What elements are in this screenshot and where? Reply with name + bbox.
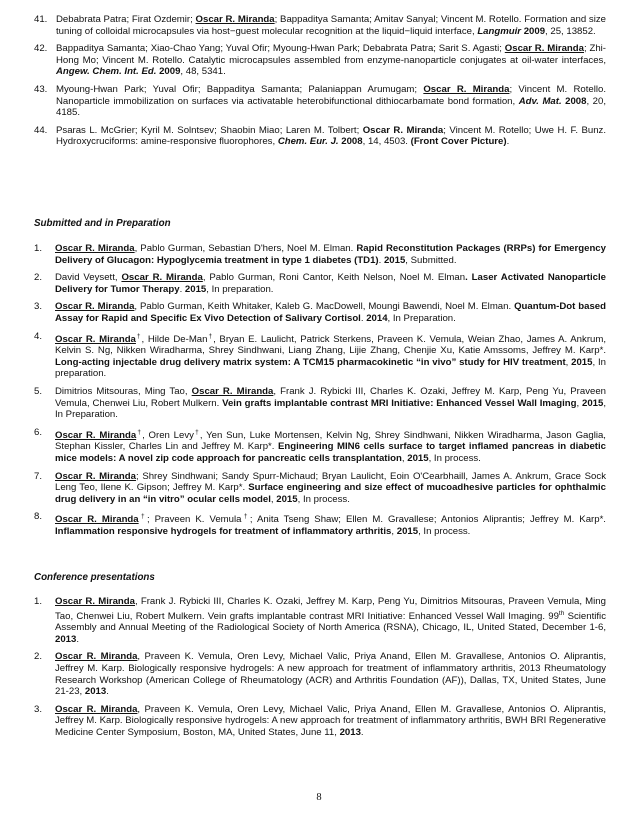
- page-number: 8: [316, 792, 322, 803]
- list-item: 3. Oscar R. Miranda, Pablo Gurman, Keith Whitaker, Kaleb G. MacDowell, Moungi Bawendi, Noel M. Elman. Quantum-Dot based Assay for Rapid and Specific Ex Vivo Detection of Salivary Cortisol. 2014, In Preparation.: [34, 301, 606, 324]
- list-item: 7. Oscar R. Miranda; Shrey Sindhwani; Sandy Spurr-Michaud; Bryan Laulicht, Eoin O'Cearbhaill, James A. Ankrum, Grace Sock Leng Teo, Ilene K. Gipson; Jeffrey M. Karp*. Surface engineering and size effect of mucoadhesive particles for ophthalmic drug delivery in an “in vitro” ocular cells model, 2015, In process.: [34, 470, 606, 505]
- conference-list: [34, 596, 606, 739]
- list-item: 8. Oscar R. Miranda†; Praveen K. Vemula†; Anita Tseng Shaw; Ellen M. Gravallese; Antonios Aliprantis; Jeffrey M. Karp*. Inflammation responsive hydrogels for treatment of inflammatory arthritis, 2015, In process.: [34, 511, 606, 537]
- section-heading-conference: Conference presentations: [34, 572, 155, 583]
- section-heading-submitted: Submitted and in Preparation: [34, 218, 171, 229]
- list-item: 1. Oscar R. Miranda, Frank J. Rybicki III, Charles K. Ozaki, Jeffrey M. Karp, Peng Yu, Dimitrios Mitsouras, Praveen Vemula, Ming Tao, Chenwei Liu, Robert Mulkern. Vein grafts implantable contrast MRI Initiative: Enhanced Vessel Wall Imaging. 99th Scientific Assembly and Annual Meeting of the Radiological Society of North America (RSNA), Chicago, IL, United Stated, December 1-6, 2013.: [34, 596, 606, 645]
- submitted-list: [34, 243, 606, 537]
- list-item: 43. Myoung-Hwan Park; Yuval Ofir; Bappaditya Samanta; Palaniappan Arumugam; Oscar R. Miranda; Vincent M. Rotello. Nanoparticle immobilization on surfaces via activatable heterobifunctional dithiocarbamate bond formation, Adv. Mat. 2008, 20, 4185.: [34, 83, 606, 119]
- publication-list: [34, 14, 606, 148]
- list-item: 5. Dimitrios Mitsouras, Ming Tao, Oscar R. Miranda, Frank J. Rybicki III, Charles K. Ozaki, Jeffrey M. Karp, Peng Yu, Praveen Vemula, Chenwei Liu, Robert Mulkern. Vein grafts implantable contrast MRI Initiative: Enhanced Vessel Wall Imaging, 2015, In Preparation.: [34, 385, 607, 421]
- list-item: 1. Oscar R. Miranda, Pablo Gurman, Sebastian D'hers, Noel M. Elman. Rapid Reconstitution Packages (RRPs) for Emergency Delivery of Glucagon: Hypoglycemia treatment in type 1 diabetes (TD1). 2015, Submitted.: [34, 243, 606, 266]
- list-item: 44. Psaras L. McGrier; Kyril M. Solntsev; Shaobin Miao; Laren M. Tolbert; Oscar R. Miranda; Vincent M. Rotello; Uwe H. F. Bunz. Hydroxycruciforms: amine-responsive fluorophores, Chem. Eur. J. 2008, 14, 4503. (Front Cover Picture).: [34, 124, 606, 148]
- list-item: 6. Oscar R. Miranda†, Oren Levy†, Yen Sun, Luke Mortensen, Kelvin Ng, Shrey Sindhwani, Nikken Wiradharma, Jason Gaglia, Stephan Kissler, Charles Lin and Jeffrey M. Karp*. Engineering MIN6 cells surface to target inflamed pancreas in diabetic mice models: A novel zip code approach for pancreatic cells transplantation, 2015, In process.: [34, 426, 606, 464]
- list-item: 41. Debabrata Patra; Firat Ozdemir; Oscar R. Miranda; Bappaditya Samanta; Amitav Sanyal; Vincent M. Rotello. Formation and size tuning of colloidal microcapsules via host−guest molecular recognition at the liquid−liquid interface, Langmuir 2009, 25, 13852.: [34, 14, 606, 37]
- list-item: 2. Oscar R. Miranda, Praveen K. Vemula, Oren Levy, Michael Valic, Priya Anand, Ellen M. Gravallese, Antonios O. Aliprantis, Jeffrey M. Karp. Biologically responsive hydrogels: A new approach for treatment of inflammatory arthritis, 2013 Rheumatology Research Workshop (American College of Rheumatology (ACR) and Arthritis Foundation (AF)), Dallas, TX, United States, June 21-23, 2013.: [34, 651, 606, 698]
- list-item: 3. Oscar R. Miranda, Praveen K. Vemula, Oren Levy, Michael Valic, Priya Anand, Ellen M. Gravallese, Antonios O. Aliprantis, Jeffrey M. Karp. Biologically responsive hydrogels: A new approach for treatment of inflammatory arthritis, BWH BRI Regenerative Medicine Center Symposium, Boston, MA, United States, June 11, 2013.: [34, 703, 606, 738]
- list-item: 42. Bappaditya Samanta; Xiao-Chao Yang; Yuval Ofir; Myoung-Hwan Park; Debabrata Patra; Sarit S. Agasti; Oscar R. Miranda; Zhi-Hong Mo; Vincent M. Rotello. Catalytic microcapsules assembled from enzyme-nanoparticle conjugates at oil-water interfaces, Angew. Chem. Int. Ed. 2009, 48, 5341.: [34, 43, 606, 78]
- list-item: 4. Oscar R. Miranda†, Hilde De-Man†, Bryan E. Laulicht, Patrick Sterkens, Praveen K. Vemula, Weian Zhao, James A. Ankrum, Kelvin S. Ng, Nikken Wiradharma, Shrey Sindhwani, Liang Zhang, Lijie Zhang, Chenjie Xu, Katie Amssoms, Jeffrey M. Karp*. Long-acting injectable drug delivery matrix system: A TCM15 pharmacokinetic “in vivo” study for HIV treatment, 2015, In preparation.: [34, 330, 607, 380]
- list-item: 2. David Veysett, Oscar R. Miranda, Pablo Gurman, Roni Cantor, Keith Nelson, Noel M. Elman. Laser Activated Nanoparticle Delivery for Tumor Therapy. 2015, In preparation.: [34, 272, 606, 295]
